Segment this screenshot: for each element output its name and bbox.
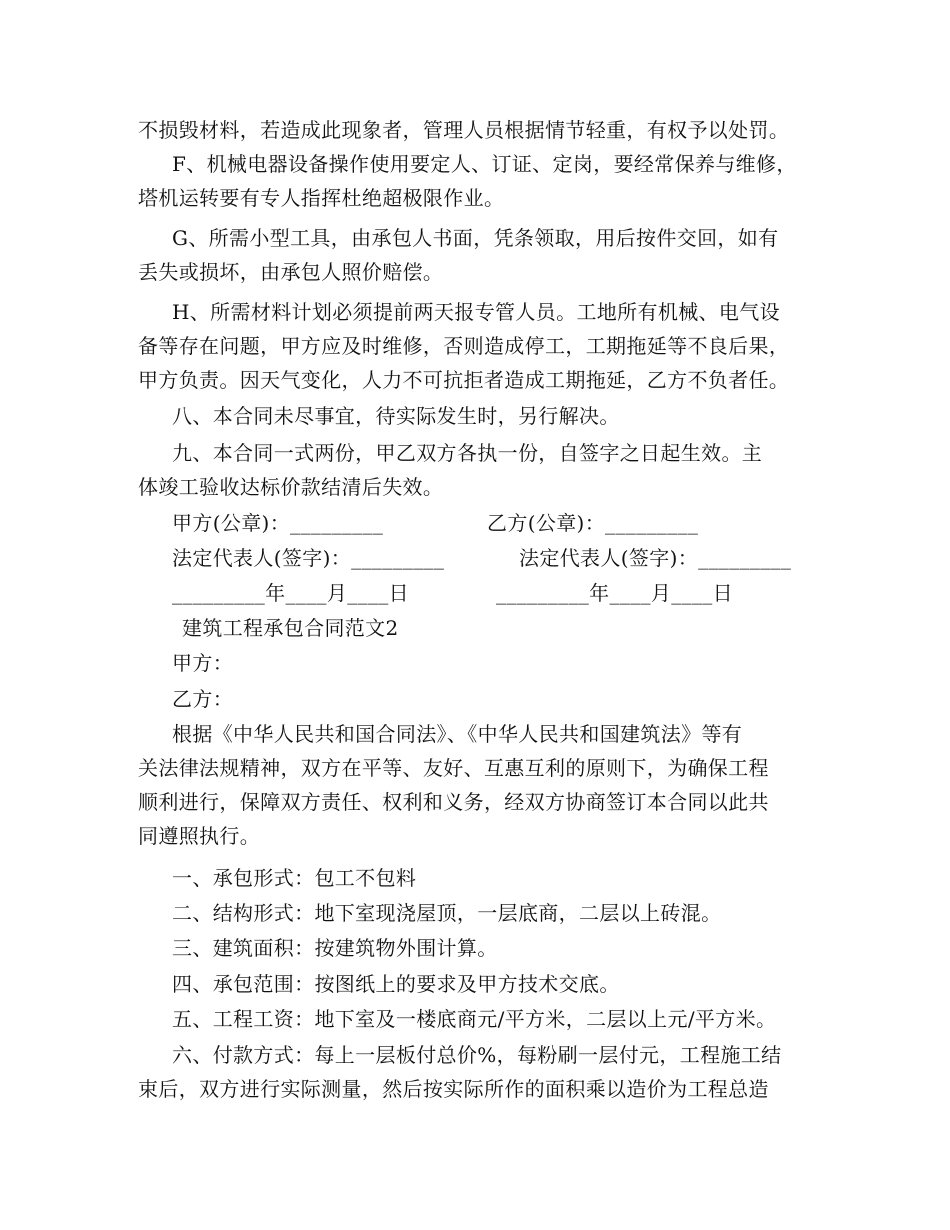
party-b-representative-line: 法定代表人(签字)：_________ — [519, 546, 792, 570]
party-a-date-line: _________年____月____日 — [172, 581, 409, 605]
paragraph-line: 九、本合同一式两份，甲乙双方各执一份，自签字之日起生效。主 — [172, 441, 763, 465]
paragraph-line: 不损毁材料，若造成此现象者，管理人员根据情节轻重，有权予以处罚。 — [138, 118, 790, 142]
clause-line: 束后，双方进行实际测量，然后按实际所作的面积乘以造价为工程总造 — [138, 1077, 769, 1101]
section-title: 建筑工程承包合同范文2 — [182, 616, 399, 640]
party-b-seal-line: 乙方(公章)：_________ — [487, 511, 699, 535]
party-b-line: 乙方： — [172, 687, 234, 711]
party-a-seal-line: 甲方(公章)：_________ — [172, 511, 384, 535]
paragraph-line: 同遵照执行。 — [138, 824, 261, 848]
paragraph-line: 塔机运转要有专人指挥杜绝超极限作业。 — [138, 186, 505, 210]
paragraph-line: G、所需小型工具，由承包人书面，凭条领取，用后按件交回，如有 — [172, 226, 779, 250]
paragraph-line: 八、本合同未尽事宜，待实际发生时，另行解决。 — [172, 404, 620, 428]
paragraph-line: 关法律法规精神，双方在平等、友好、互惠互利的原则下，为确保工程 — [138, 756, 769, 780]
paragraph-line: F、机械电器设备操作使用要定人、订证、定岗，要经常保养与维修， — [172, 152, 797, 176]
paragraph-line: H、所需材料计划必须提前两天报专管人员。工地所有机械、电气设 — [172, 300, 780, 324]
clause-line: 五、工程工资：地下室及一楼底商元/平方米，二层以上元/平方米。 — [172, 1007, 777, 1031]
clause-line: 一、承包形式：包工不包料 — [172, 866, 417, 890]
paragraph-line: 丢失或损坏，由承包人照价赔偿。 — [138, 260, 444, 284]
paragraph-line: 备等存在问题，甲方应及时维修，否则造成停工，工期拖延等不良后果， — [138, 334, 790, 358]
party-a-line: 甲方： — [172, 651, 234, 675]
paragraph-line: 甲方负责。因天气变化，人力不可抗拒者造成工期拖延，乙方不负者任。 — [138, 368, 790, 392]
clause-line: 三、建筑面积：按建筑物外围计算。 — [172, 936, 498, 960]
paragraph-line: 体竣工验收达标价款结清后失效。 — [138, 475, 444, 499]
party-a-representative-line: 法定代表人(签字)：_________ — [172, 546, 445, 570]
paragraph-line: 顺利进行，保障双方责任、权利和义务，经双方协商签订本合同以此共 — [138, 790, 769, 814]
clause-line: 二、结构形式：地下室现浇屋顶，一层底商，二层以上砖混。 — [172, 901, 722, 925]
paragraph-line: 根据《中华人民共和国合同法》、《中华人民共和国建筑法》等有 — [172, 722, 743, 746]
clause-line: 六、付款方式：每上一层板付总价%，每粉刷一层付元，工程施工结 — [172, 1043, 782, 1067]
party-b-date-line: _________年____月____日 — [496, 581, 733, 605]
clause-line: 四、承包范围：按图纸上的要求及甲方技术交底。 — [172, 972, 620, 996]
